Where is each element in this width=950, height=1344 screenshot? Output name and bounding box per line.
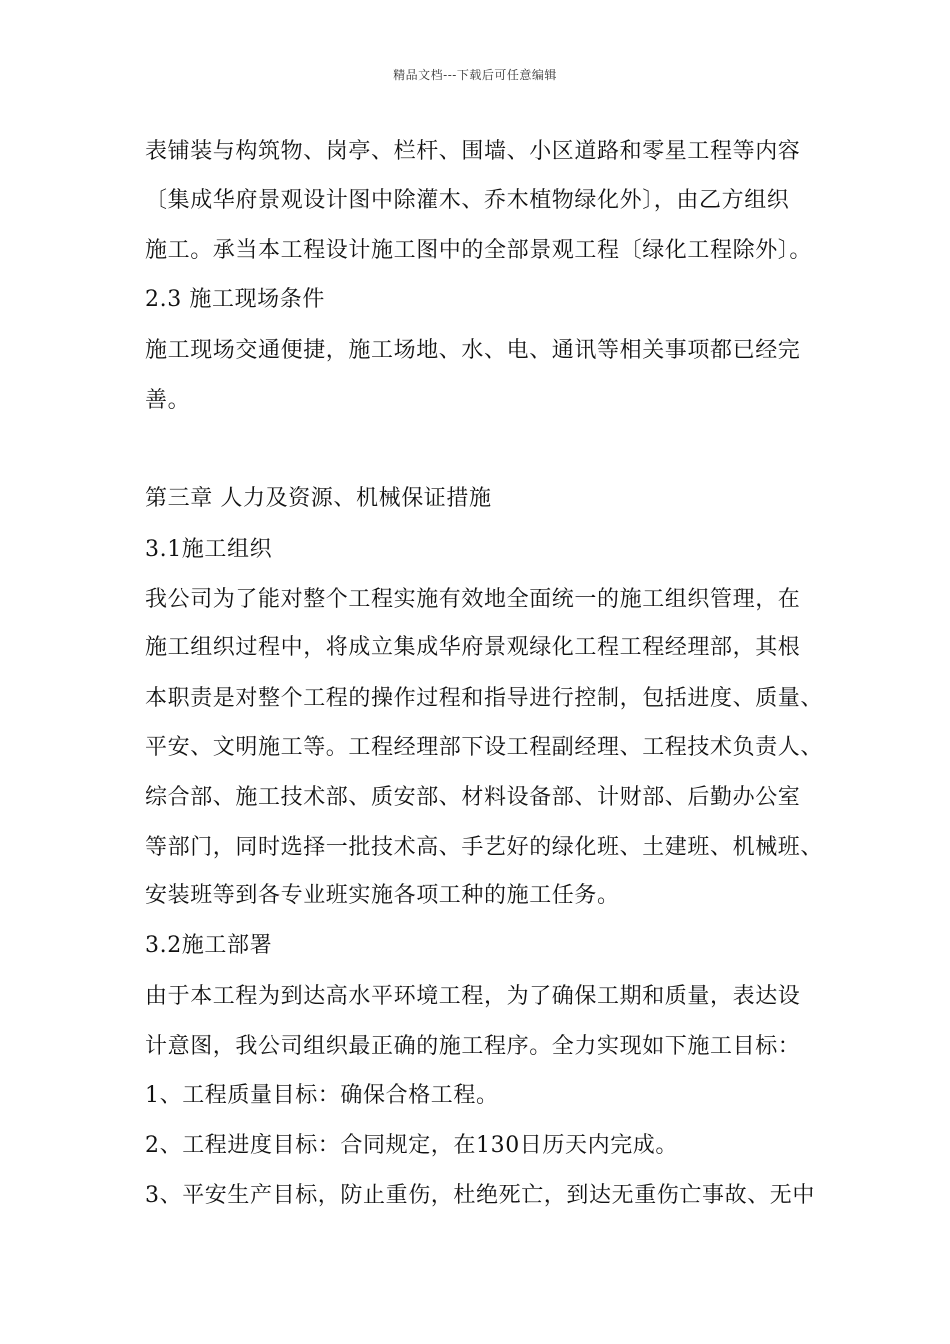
body-line: 平安、文明施工等。工程经理部下设工程副经理、工程技术负责人、 [145,735,824,760]
body-line: 我公司为了能对整个工程实施有效地全面统一的施工组织管理，在 [145,587,801,612]
body-line: 本职责是对整个工程的操作过程和指导进行控制，包括进度、质量、 [145,686,824,711]
body-line: 综合部、施工技术部、质安部、材料设备部、计财部、后勤办公室 [145,785,801,810]
section-heading-2-3: 2.3 施工现场条件 [145,287,325,312]
page-header: 精品文档---下载后可任意编辑 [393,68,557,82]
body-line: 安装班等到各专业班实施各项工种的施工任务。 [145,883,620,908]
body-line: 由于本工程为到达高水平环境工程，为了确保工期和质量，表达设 [145,984,801,1009]
list-item: 1、工程质量目标：确保合格工程。 [145,1083,499,1108]
body-line: 计意图，我公司组织最正确的施工程序。全力实现如下施工目标： [145,1034,801,1059]
chapter-heading-3: 第三章 人力及资源、机械保证措施 [145,486,492,511]
body-line: 施工。承当本工程设计施工图中的全部景观工程〔绿化工程除外〕。 [145,238,813,263]
section-heading-3-2: 3.2施工部署 [145,933,273,958]
section-heading-3-1: 3.1施工组织 [145,537,273,562]
body-line: 施工组织过程中，将成立集成华府景观绿化工程工程经理部，其根 [145,635,801,660]
body-line: 〔集成华府景观设计图中除灌木、乔木植物绿化外〕，由乙方组织 [145,188,790,213]
list-item: 3、平安生产目标，防止重伤，杜绝死亡，到达无重伤亡事故、无中 [145,1183,815,1208]
body-line: 善。 [145,388,191,413]
body-line: 施工现场交通便捷，施工场地、水、电、通讯等相关事项都已经完 [145,338,801,363]
body-line: 等部门，同时选择一批技术高、手艺好的绿化班、土建班、机械班、 [145,835,824,860]
body-line: 表铺装与构筑物、岗亭、栏杆、围墙、小区道路和零星工程等内容 [145,139,801,164]
list-item: 2、工程进度目标：合同规定，在130日历天内完成。 [145,1133,678,1158]
